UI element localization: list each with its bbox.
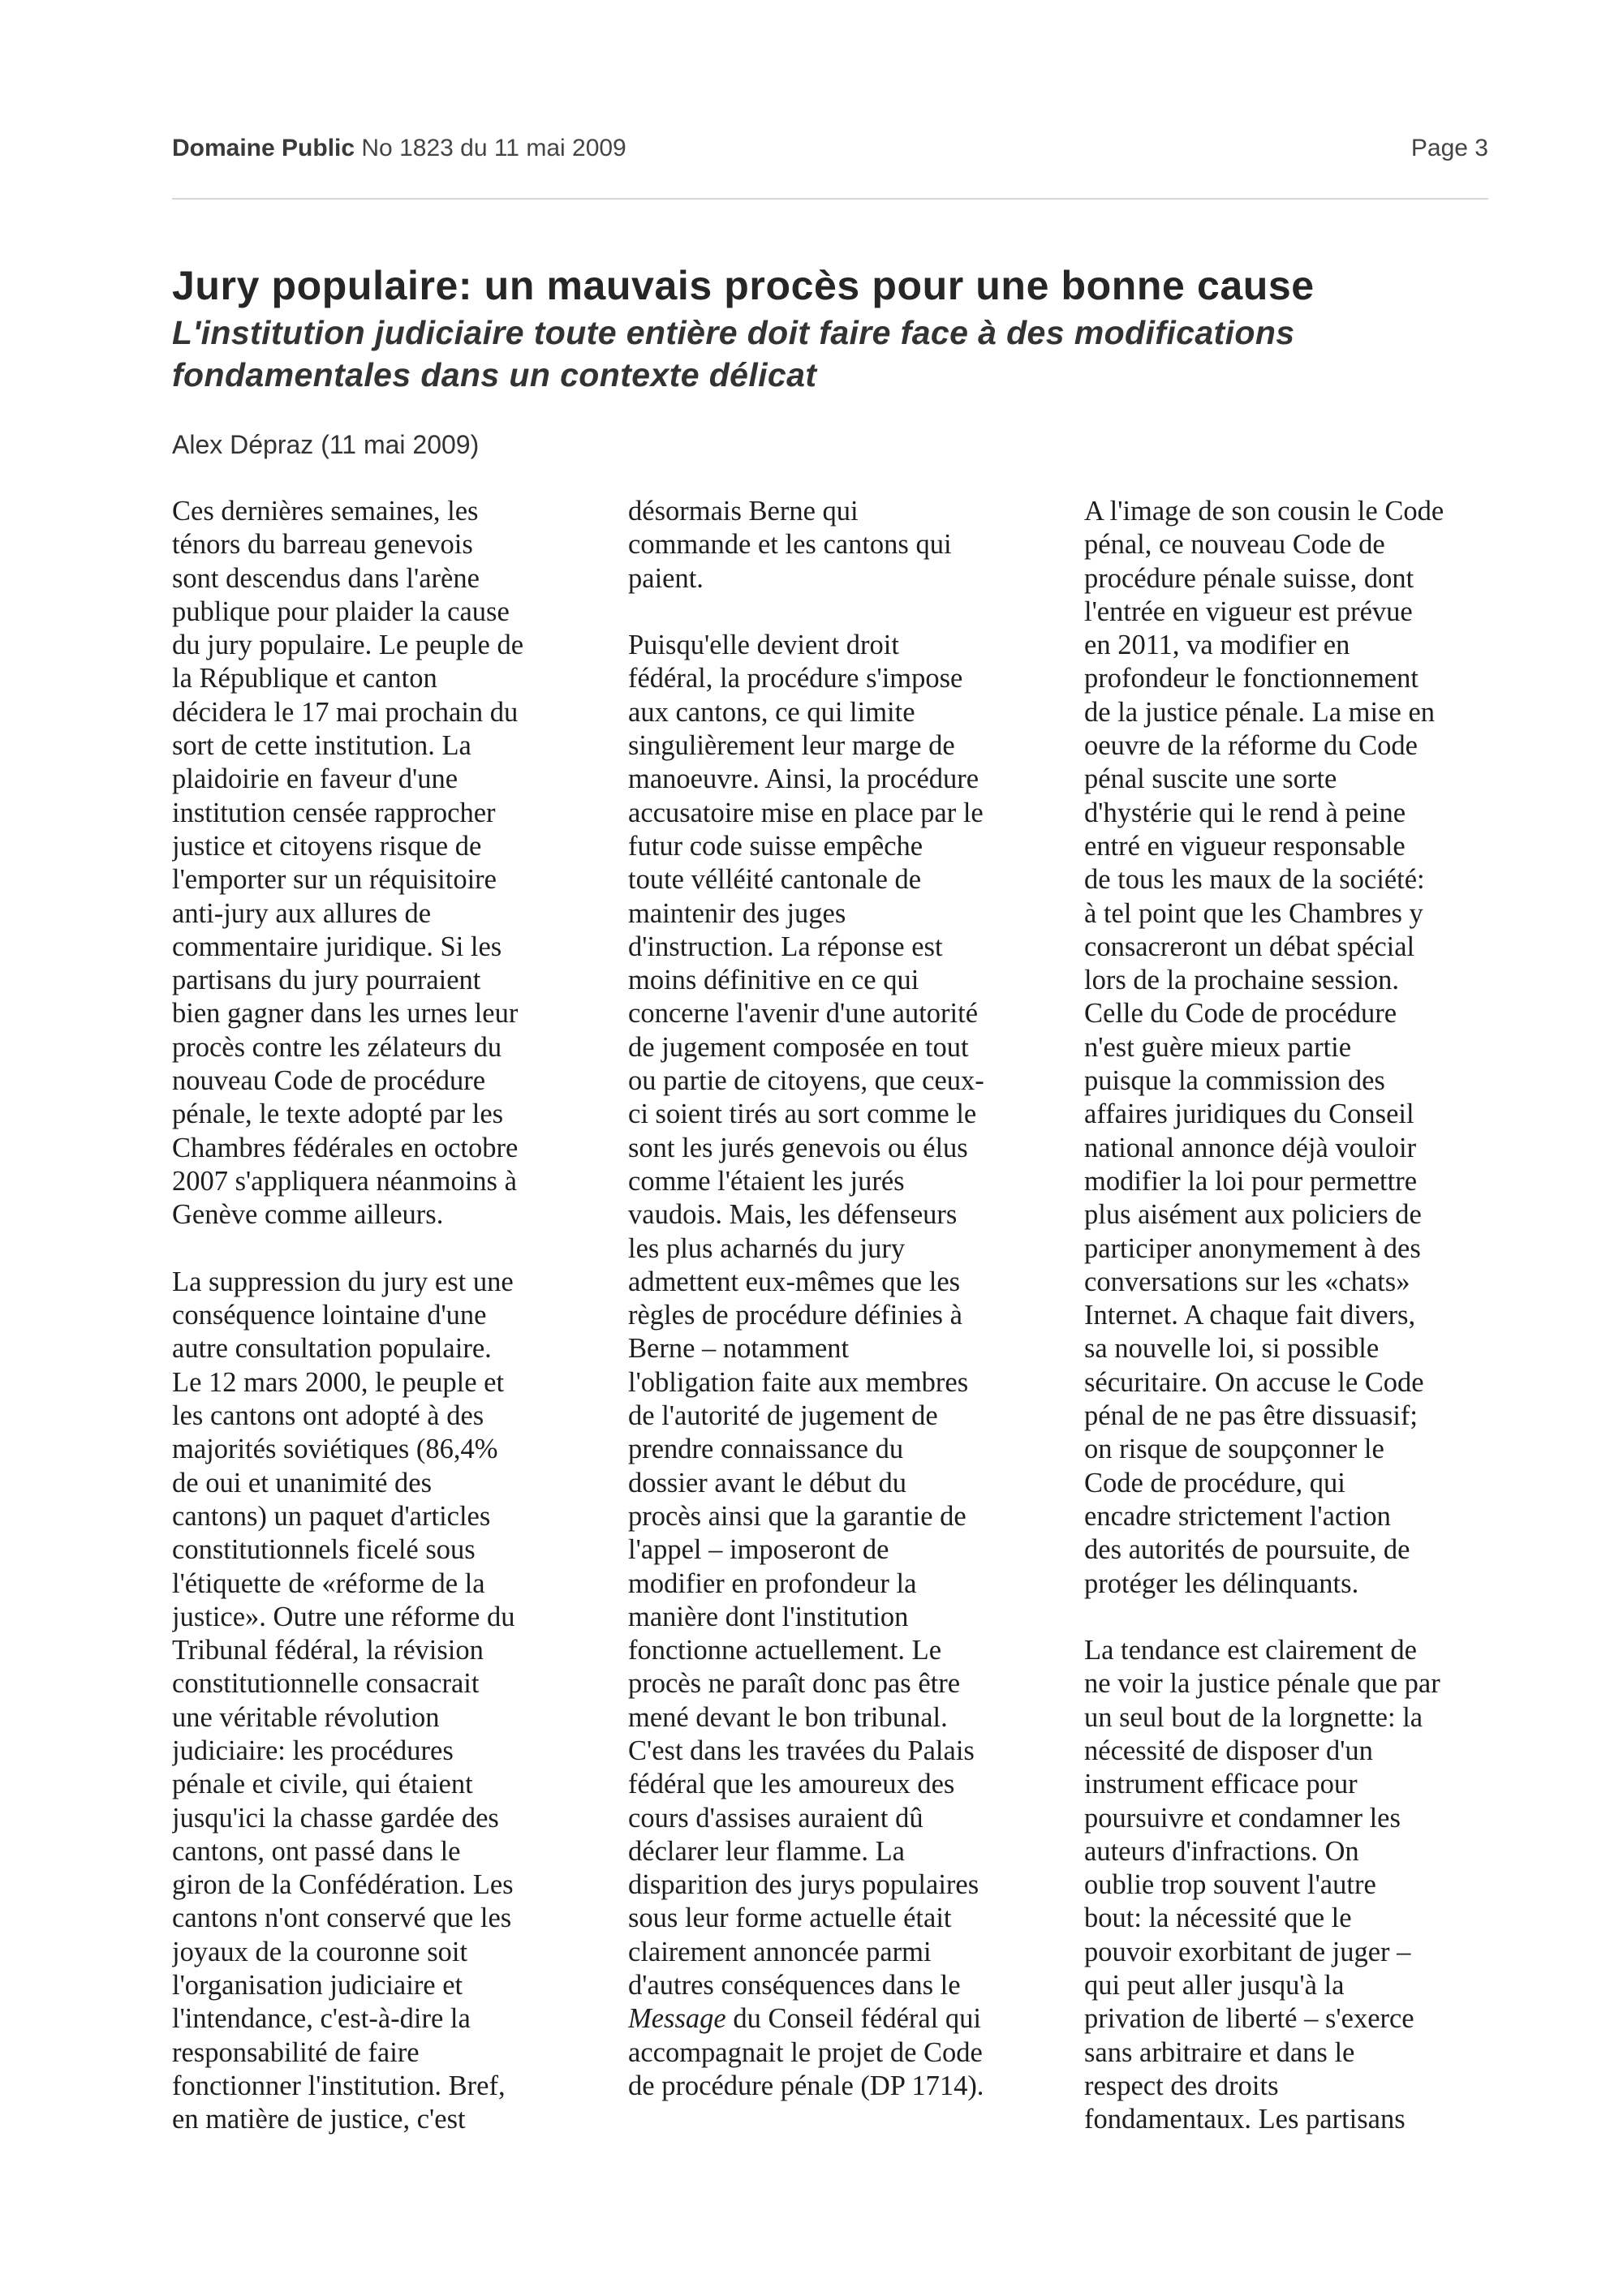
text-line: Celle du Code de procédure bbox=[1084, 998, 1397, 1030]
text-line: sans arbitraire et dans le bbox=[1084, 2036, 1355, 2068]
text-line: futur code suisse empêche bbox=[628, 830, 923, 862]
text-line: de procédure pénale (DP 1714). bbox=[628, 2070, 984, 2101]
text-line: pénale et civile, qui étaient bbox=[172, 1769, 473, 1800]
text-line: Message du Conseil fédéral qui bbox=[628, 2003, 981, 2035]
text-line: justice». Outre une réforme du bbox=[172, 1601, 515, 1632]
header-divider bbox=[172, 198, 1488, 200]
text-line: procès ainsi que la garantie de bbox=[628, 1500, 966, 1532]
text-line: nouveau Code de procédure bbox=[172, 1065, 486, 1097]
text-line: décidera le 17 mai prochain du bbox=[172, 696, 519, 728]
text-line: sont descendus dans l'arène bbox=[172, 562, 480, 594]
text-line: Tribunal fédéral, la révision bbox=[172, 1635, 484, 1666]
text-line: aux cantons, ce qui limite bbox=[628, 696, 915, 728]
text-line: oublie trop souvent l'autre bbox=[1084, 1869, 1376, 1901]
paragraph bbox=[172, 495, 594, 1232]
text-line: l'emporter sur un réquisitoire bbox=[172, 864, 497, 896]
text-line: manière dont l'institution bbox=[628, 1601, 909, 1632]
text-line: lors de la prochaine session. bbox=[1084, 965, 1400, 996]
text-line: sécuritaire. On accuse le Code bbox=[1084, 1366, 1424, 1398]
text-line: cantons) un paquet d'articles bbox=[172, 1500, 491, 1532]
text-line: respect des droits bbox=[1084, 2070, 1279, 2101]
text-line: protéger les délinquants. bbox=[1084, 1567, 1359, 1599]
text-line: l'obligation faite aux membres bbox=[628, 1366, 969, 1398]
text-line: 2007 s'appliquera néanmoins à bbox=[172, 1165, 517, 1197]
text-line: procès contre les zélateurs du bbox=[172, 1031, 502, 1063]
text-line: une véritable révolution bbox=[172, 1701, 440, 1733]
text-line: majorités soviétiques (86,4% bbox=[172, 1434, 498, 1465]
text-line: oeuvre de la réforme du Code bbox=[1084, 730, 1418, 762]
text-line: l'appel – imposeront de bbox=[628, 1534, 889, 1566]
text-line: Le 12 mars 2000, le peuple et bbox=[172, 1366, 505, 1398]
text-line: admettent eux-mêmes que les bbox=[628, 1266, 961, 1297]
text-line: modifier la loi pour permettre bbox=[1084, 1165, 1418, 1197]
text-line: procédure pénale suisse, dont bbox=[1084, 562, 1414, 594]
paragraph bbox=[628, 495, 1050, 595]
text-line: sont les jurés genevois ou élus bbox=[628, 1132, 968, 1163]
text-line: Ces dernières semaines, les bbox=[172, 496, 479, 527]
text-line: puisque la commission des bbox=[1084, 1065, 1385, 1097]
text-column-2 bbox=[628, 495, 1050, 2182]
text-line: concerne l'avenir d'une autorité bbox=[628, 998, 979, 1030]
text-line: procès ne paraît donc pas être bbox=[628, 1668, 961, 1700]
text-line: paient. bbox=[628, 562, 704, 594]
text-line: d'instruction. La réponse est bbox=[628, 931, 943, 962]
paragraph bbox=[628, 629, 1050, 2103]
text-line: national annonce déjà vouloir bbox=[1084, 1132, 1417, 1163]
text-line: à tel point que les Chambres y bbox=[1084, 897, 1423, 929]
text-line: conséquence lointaine d'une bbox=[172, 1300, 487, 1331]
text-line: justice et citoyens risque de bbox=[172, 830, 482, 862]
text-line: qui peut aller jusqu'à la bbox=[1084, 1970, 1345, 2001]
text-line: accompagnait le projet de Code bbox=[628, 2036, 983, 2068]
text-line: en matière de justice, c'est bbox=[172, 2104, 466, 2135]
text-line: entré en vigueur responsable bbox=[1084, 830, 1406, 862]
text-line: Puisqu'elle devient droit bbox=[628, 630, 899, 661]
publication-name: Domaine Public bbox=[172, 135, 355, 161]
text-line: de jugement composée en tout bbox=[628, 1031, 969, 1063]
text-line: sous leur forme actuelle était bbox=[628, 1903, 952, 1934]
text-line: les plus acharnés du jury bbox=[628, 1232, 906, 1264]
text-line: l'organisation judiciaire et bbox=[172, 1970, 463, 2001]
text-line: A l'image de son cousin le Code bbox=[1084, 496, 1444, 527]
text-line: La tendance est clairement de bbox=[1084, 1635, 1417, 1666]
text-line: Chambres fédérales en octobre bbox=[172, 1132, 519, 1163]
text-line: institution censée rapprocher bbox=[172, 797, 496, 828]
text-line: singulièrement leur marge de bbox=[628, 730, 955, 762]
text-line: pénale, le texte adopté par les bbox=[172, 1099, 504, 1130]
text-line: publique pour plaider la cause bbox=[172, 595, 510, 627]
text-line: ci soient tirés au sort comme le bbox=[628, 1099, 977, 1130]
paragraph bbox=[1084, 495, 1506, 1601]
text-line: fédéral que les amoureux des bbox=[628, 1769, 955, 1800]
text-line: La suppression du jury est une bbox=[172, 1266, 514, 1297]
text-line: affaires juridiques du Conseil bbox=[1084, 1099, 1414, 1130]
text-line: privation de liberté – s'exerce bbox=[1084, 2003, 1414, 2035]
text-line: jusqu'ici la chasse gardée des bbox=[172, 1802, 499, 1834]
text-line: ne voir la justice pénale que par bbox=[1084, 1668, 1440, 1700]
paragraph bbox=[172, 1266, 594, 2137]
text-line: maintenir des juges bbox=[628, 897, 846, 929]
text-line: conversations sur les «chats» bbox=[1084, 1266, 1410, 1297]
paragraph bbox=[1084, 1634, 1506, 2136]
text-line: l'intendance, c'est-à-dire la bbox=[172, 2003, 471, 2035]
text-line: clairement annoncée parmi bbox=[628, 1936, 932, 1967]
text-line: pénal, ce nouveau Code de bbox=[1084, 529, 1385, 561]
text-line: de la justice pénale. La mise en bbox=[1084, 696, 1436, 728]
text-line: d'autres conséquences dans le bbox=[628, 1970, 961, 2001]
text-line: sa nouvelle loi, si possible bbox=[1084, 1333, 1380, 1365]
text-line: bien gagner dans les urnes leur bbox=[172, 998, 519, 1030]
text-line: manoeuvre. Ainsi, la procédure bbox=[628, 763, 979, 795]
text-line: en 2011, va modifier en bbox=[1084, 630, 1350, 661]
text-line: sort de cette institution. La bbox=[172, 730, 471, 762]
text-line: disparition des jurys populaires bbox=[628, 1869, 979, 1901]
article-byline: Alex Dépraz (11 mai 2009) bbox=[172, 430, 480, 459]
text-line: de oui et unanimité des bbox=[172, 1467, 433, 1498]
text-line: Genève comme ailleurs. bbox=[172, 1199, 444, 1231]
text-line: giron de la Confédération. Les bbox=[172, 1869, 514, 1901]
page-number: Page 3 bbox=[1410, 135, 1488, 161]
text-line: Code de procédure, qui bbox=[1084, 1467, 1345, 1498]
text-line: déclarer leur flamme. La bbox=[628, 1835, 905, 1867]
text-line: comme l'étaient les jurés bbox=[628, 1165, 905, 1197]
text-line: constitutionnels ficelé sous bbox=[172, 1534, 476, 1566]
text-line: consacreront un débat spécial bbox=[1084, 931, 1415, 962]
text-line: fonctionner l'institution. Bref, bbox=[172, 2070, 506, 2101]
text-line: dossier avant le début du bbox=[628, 1467, 906, 1498]
text-line: cours d'assises auraient dû bbox=[628, 1802, 923, 1834]
text-line: moins définitive en ce qui bbox=[628, 965, 919, 996]
text-line: les cantons ont adopté à des bbox=[172, 1400, 484, 1432]
text-line: participer anonymement à des bbox=[1084, 1232, 1421, 1264]
text-line: encadre strictement l'action bbox=[1084, 1500, 1391, 1532]
text-line: commande et les cantons qui bbox=[628, 529, 952, 561]
text-line: un seul bout de la lorgnette: la bbox=[1084, 1701, 1423, 1733]
text-line: accusatoire mise en place par le bbox=[628, 797, 984, 828]
text-line: modifier en profondeur la bbox=[628, 1567, 917, 1599]
text-line: nécessité de disposer d'un bbox=[1084, 1735, 1373, 1766]
text-line: profondeur le fonctionnement bbox=[1084, 663, 1419, 694]
text-line: d'hystérie qui le rend à peine bbox=[1084, 797, 1406, 828]
text-line: on risque de soupçonner le bbox=[1084, 1434, 1384, 1465]
text-line: cantons, ont passé dans le bbox=[172, 1835, 461, 1867]
text-line: ou partie de citoyens, que ceux- bbox=[628, 1065, 984, 1097]
article-title: Jury populaire: un mauvais procès pour une bonne cause bbox=[172, 263, 1315, 308]
text-line: fédéral, la procédure s'impose bbox=[628, 663, 963, 694]
text-line: judiciaire: les procédures bbox=[172, 1735, 454, 1766]
text-line: cantons n'ont conservé que les bbox=[172, 1903, 512, 1934]
text-line: ténors du barreau genevois bbox=[172, 529, 473, 561]
text-line: plaidoirie en faveur d'une bbox=[172, 763, 458, 795]
text-line: Internet. A chaque fait divers, bbox=[1084, 1300, 1416, 1331]
text-line: mené devant le bon tribunal. bbox=[628, 1701, 948, 1733]
text-line: bout: la nécessité que le bbox=[1084, 1903, 1352, 1934]
text-line: n'est guère mieux partie bbox=[1084, 1031, 1352, 1063]
text-line: l'entrée en vigueur est prévue bbox=[1084, 595, 1413, 627]
text-line: autre consultation populaire. bbox=[172, 1333, 492, 1365]
article-subtitle: L'institution judiciaire toute entière doit faire face à des modifications fondamentales dans un contexte délicat bbox=[172, 314, 1295, 393]
text-line: joyaux de la couronne soit bbox=[172, 1936, 468, 1967]
text-line: des autorités de poursuite, de bbox=[1084, 1534, 1410, 1566]
text-line: du jury populaire. Le peuple de bbox=[172, 630, 524, 661]
text-line: règles de procédure définies à bbox=[628, 1300, 962, 1331]
text-column-1 bbox=[172, 495, 594, 2182]
text-line: commentaire juridique. Si les bbox=[172, 931, 502, 962]
text-line: pénal de ne pas être dissuasif; bbox=[1084, 1400, 1418, 1432]
text-line: de l'autorité de jugement de bbox=[628, 1400, 938, 1432]
text-line: auteurs d'infractions. On bbox=[1084, 1835, 1359, 1867]
text-line: vaudois. Mais, les défenseurs bbox=[628, 1199, 958, 1231]
text-line: pouvoir exorbitant de juger – bbox=[1084, 1936, 1411, 1967]
text-line: plus aisément aux policiers de bbox=[1084, 1199, 1422, 1231]
text-line: Berne – notamment bbox=[628, 1333, 850, 1365]
text-line: anti-jury aux allures de bbox=[172, 897, 432, 929]
text-line: C'est dans les travées du Palais bbox=[628, 1735, 975, 1766]
text-line: prendre connaissance du bbox=[628, 1434, 904, 1465]
text-line: partisans du jury pourraient bbox=[172, 965, 481, 996]
text-line: pénal suscite une sorte bbox=[1084, 763, 1337, 795]
issue-number: No 1823 du 11 mai 2009 bbox=[361, 135, 626, 161]
text-line: poursuivre et condamner les bbox=[1084, 1802, 1401, 1834]
text-line: de tous les maux de la société: bbox=[1084, 864, 1425, 896]
text-line: désormais Berne qui bbox=[628, 496, 859, 527]
page-header bbox=[172, 135, 1488, 170]
text-line: fonctionne actuellement. Le bbox=[628, 1635, 942, 1666]
text-line: toute vélléité cantonale de bbox=[628, 864, 922, 896]
text-line: responsabilité de faire bbox=[172, 2036, 420, 2068]
text-line: constitutionnelle consacrait bbox=[172, 1668, 480, 1700]
text-line: l'étiquette de «réforme de la bbox=[172, 1567, 485, 1599]
text-line: fondamentaux. Les partisans bbox=[1084, 2104, 1406, 2135]
text-column-3 bbox=[1084, 495, 1506, 2182]
issue-info bbox=[172, 135, 626, 162]
text-line: instrument efficace pour bbox=[1084, 1769, 1358, 1800]
text-line: la République et canton bbox=[172, 663, 437, 694]
